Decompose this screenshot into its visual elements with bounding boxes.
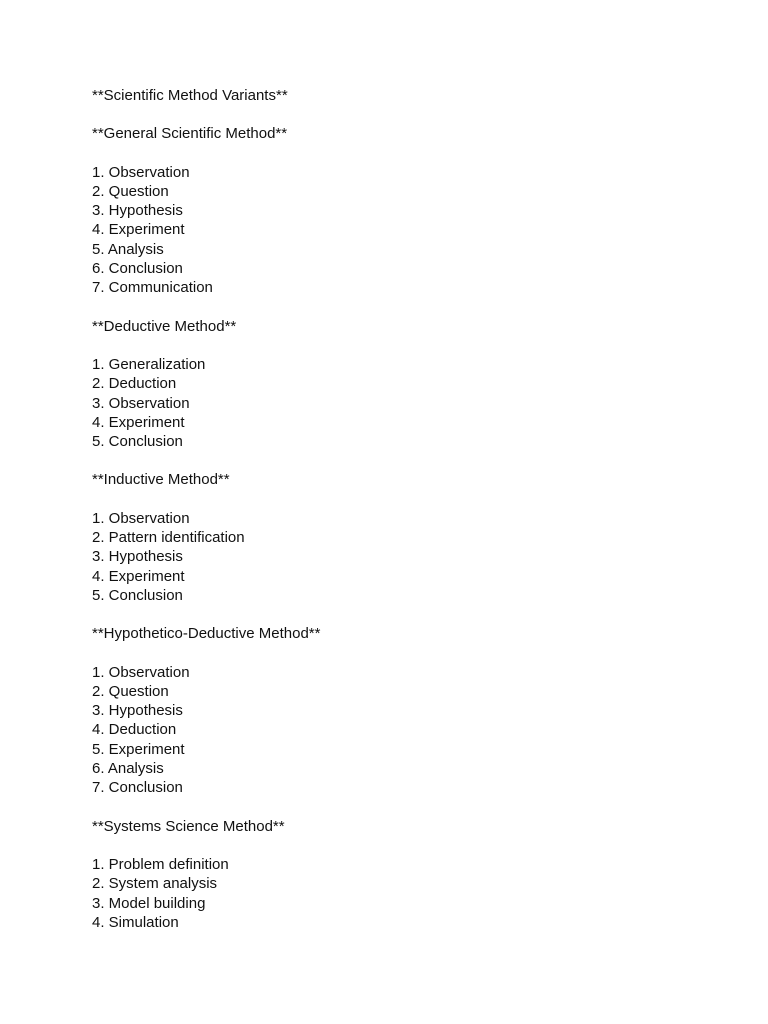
step-item: 1. Observation [92, 663, 190, 681]
step-item: 2. Question [92, 682, 169, 700]
step-item: 4. Deduction [92, 721, 177, 739]
step-item: 5. Conclusion [92, 433, 183, 451]
step-list [92, 355, 712, 451]
document-content [92, 86, 712, 951]
step-item: 3. Model building [92, 894, 206, 912]
section-deductive-method [92, 317, 712, 452]
step-item: 1. Observation [92, 163, 190, 181]
section-hypothetico-deductive-method [92, 624, 712, 797]
step-item: 6. Analysis [92, 760, 164, 778]
section-heading: **Systems Science Method** [92, 817, 285, 835]
section-heading: **Inductive Method** [92, 471, 230, 489]
step-item: 6. Conclusion [92, 260, 183, 278]
step-item: 4. Simulation [92, 913, 179, 931]
step-item: 5. Conclusion [92, 586, 183, 604]
step-list [92, 855, 712, 932]
step-item: 3. Observation [92, 394, 190, 412]
section-general-scientific-method [92, 124, 712, 297]
section-inductive-method [92, 470, 712, 605]
step-item: 4. Experiment [92, 221, 185, 239]
step-item: 1. Problem definition [92, 855, 229, 873]
step-item: 4. Experiment [92, 413, 185, 431]
step-list [92, 663, 712, 798]
section-systems-science-method [92, 817, 712, 932]
step-item: 1. Observation [92, 509, 190, 527]
document-title: **Scientific Method Variants** [92, 87, 288, 104]
step-item: 3. Hypothesis [92, 548, 183, 566]
section-heading: **Hypothetico-Deductive Method** [92, 625, 321, 643]
section-heading: **General Scientific Method** [92, 125, 288, 143]
step-item: 5. Analysis [92, 240, 164, 258]
step-item: 7. Conclusion [92, 779, 183, 797]
step-item: 5. Experiment [92, 740, 185, 758]
step-item: 2. System analysis [92, 875, 218, 893]
step-list [92, 509, 712, 605]
step-item: 3. Hypothesis [92, 202, 183, 220]
section-heading: **Deductive Method** [92, 317, 237, 335]
step-item: 7. Communication [92, 279, 213, 297]
step-item: 2. Question [92, 182, 169, 200]
step-item: 2. Deduction [92, 375, 177, 393]
step-item: 3. Hypothesis [92, 702, 183, 720]
step-item: 1. Generalization [92, 355, 206, 373]
step-list [92, 163, 712, 298]
step-item: 4. Experiment [92, 567, 185, 585]
step-item: 2. Pattern identification [92, 529, 245, 547]
